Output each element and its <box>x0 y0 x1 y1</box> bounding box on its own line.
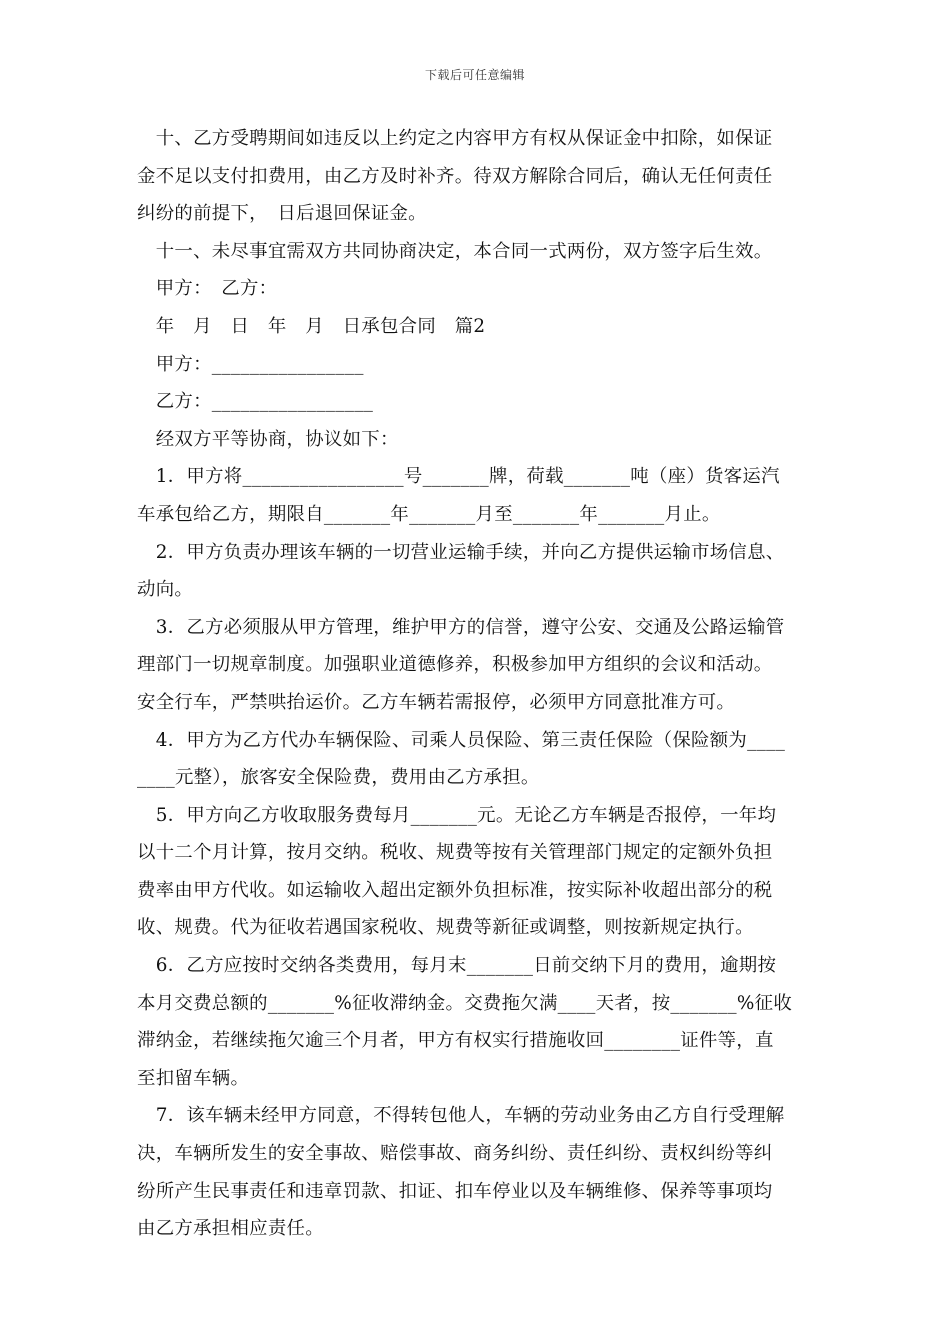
clause-3-line: 理部门一切规章制度。加强职业道德修养，积极参加甲方组织的会议和活动。 <box>137 654 773 676</box>
clause-7-line: 7．该车辆未经甲方同意，不得转包他人，车辆的劳动业务由乙方自行受理解 <box>137 1105 785 1127</box>
clause-2-line: 动向。 <box>137 579 194 601</box>
clause-5-line: 以十二个月计算，按月交纳。税收、规费等按有关管理部门规定的定额外负担 <box>137 842 773 864</box>
clause-7-line: 由乙方承担相应责任。 <box>137 1218 324 1240</box>
clause-6-line: 本月交费总额的_______%征收滞纳金。交费拖欠满____天者，按_______%征收 <box>137 992 793 1014</box>
clause-6-line: 滞纳金，若继续拖欠逾三个月者，甲方有权实行措施收回________证件等，直 <box>137 1030 774 1052</box>
page-header: 下载后可任意编辑 <box>424 68 525 82</box>
clause-4-line: ____元整），旅客安全保险费，费用由乙方承担。 <box>137 767 540 789</box>
text-line: 十一、未尽事宜需双方共同协商决定，本合同一式两份，双方签字后生效。 <box>137 240 773 262</box>
clause-6-line: 6．乙方应按时交纳各类费用，每月末_______日前交纳下月的费用，逾期按 <box>137 955 777 977</box>
text-line: 十、乙方受聘期间如违反以上约定之内容甲方有权从保证金中扣除，如保证 <box>137 128 773 149</box>
clause-1-line: 车承包给乙方，期限自_______年_______月至_______年_______月止。 <box>137 503 721 525</box>
text-line: 经双方平等协商，协议如下： <box>137 428 399 450</box>
party-b-line: 乙方：_________________ <box>137 391 374 413</box>
clause-5-line: 收、规费。代为征收若遇国家税收、规费等新征或调整，则按新规定执行。 <box>137 917 754 939</box>
document-body <box>137 120 813 1248</box>
clause-3-line: 安全行车，严禁哄抬运价。乙方车辆若需报停，必须甲方同意批准方可。 <box>137 691 736 713</box>
clause-4-line: 4．甲方为乙方代办车辆保险、司乘人员保险、第三责任保险（保险额为____ <box>137 729 786 751</box>
date-and-title-line: 年 月 日 年 月 日承包合同 篇2 <box>137 315 486 337</box>
text-line: 纠纷的前提下， 日后退回保证金。 <box>137 203 427 225</box>
text-line: 金不足以支付扣费用，由乙方及时补齐。待双方解除合同后，确认无任何责任 <box>137 165 773 187</box>
signature-label-line: 甲方： 乙方： <box>137 278 278 300</box>
clause-5-line: 费率由甲方代收。如运输收入超出定额外负担标准，按实际补收超出部分的税 <box>137 879 773 901</box>
clause-7-line: 纷所产生民事责任和违章罚款、扣证、扣车停业以及车辆维修、保养等事项均 <box>137 1180 773 1202</box>
clause-2-line: 2．甲方负责办理该车辆的一切营业运输手续，并向乙方提供运输市场信息、 <box>137 541 785 563</box>
party-a-line: 甲方：________________ <box>137 353 364 375</box>
clause-6-line: 至扣留车辆。 <box>137 1067 250 1089</box>
clause-5-line: 5．甲方向乙方收取服务费每月_______元。无论乙方车辆是否报停，一年均 <box>137 804 777 826</box>
clause-1-line: 1．甲方将_________________号_______牌，荷载_______吨（座）货客运汽 <box>137 466 780 488</box>
clause-3-line: 3．乙方必须服从甲方管理，维护甲方的信誉，遵守公安、交通及公路运输管 <box>137 616 785 638</box>
clause-7-line: 决，车辆所发生的安全事故、赔偿事故、商务纠纷、责任纠纷、责权纠纷等纠 <box>137 1143 773 1165</box>
